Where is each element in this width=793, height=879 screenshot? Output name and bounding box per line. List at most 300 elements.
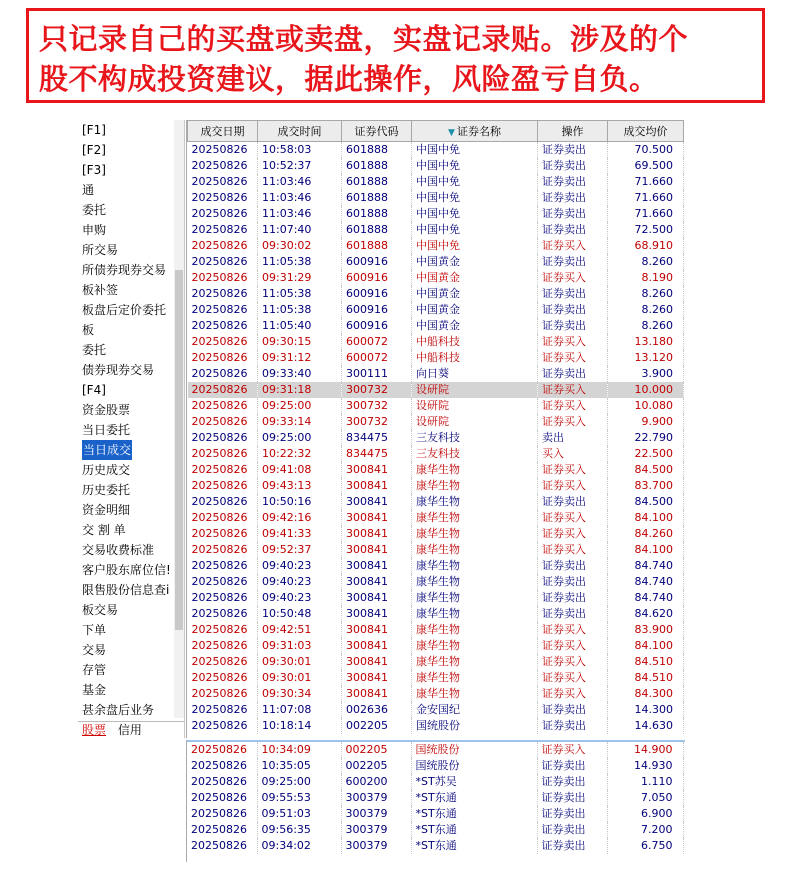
cell-price: 71.660 bbox=[608, 174, 684, 190]
sidebar-item[interactable]: 板交易 bbox=[82, 603, 119, 617]
cell-date: 20250826 bbox=[188, 334, 258, 350]
cell-name: 国统股份 bbox=[411, 742, 537, 758]
cell-name: 国统股份 bbox=[411, 758, 537, 774]
cell-code: 601888 bbox=[342, 158, 412, 174]
sidebar-item[interactable]: 通 bbox=[82, 183, 95, 197]
sidebar-item[interactable]: 基金 bbox=[82, 683, 107, 697]
cell-code: 300841 bbox=[342, 622, 412, 638]
cell-op: 证券卖出 bbox=[538, 718, 608, 734]
cell-name: 中国黄金 bbox=[412, 254, 538, 270]
cell-name: 中国黄金 bbox=[412, 270, 538, 286]
trade-table-upper bbox=[186, 120, 685, 738]
sidebar-item[interactable]: [F2] bbox=[82, 143, 106, 157]
cell-name: 康华生物 bbox=[412, 606, 538, 622]
cell-name: 中国中免 bbox=[412, 174, 538, 190]
sidebar-item[interactable]: 存管 bbox=[82, 663, 107, 677]
cell-price: 71.660 bbox=[608, 190, 684, 206]
cell-code: 300732 bbox=[342, 398, 412, 414]
cell-time: 09:25:00 bbox=[258, 398, 342, 414]
table-row[interactable] bbox=[188, 382, 684, 398]
cell-code: 300379 bbox=[341, 790, 411, 806]
cell-date: 20250826 bbox=[188, 222, 258, 238]
cell-time: 09:33:40 bbox=[258, 366, 342, 382]
sidebar-item[interactable]: [F4] bbox=[82, 383, 106, 397]
cell-time: 11:03:46 bbox=[258, 190, 342, 206]
cell-code: 834475 bbox=[342, 430, 412, 446]
sidebar-scrollbar-thumb[interactable] bbox=[175, 270, 183, 630]
table-row[interactable] bbox=[188, 622, 684, 638]
cell-name: 三友科技 bbox=[412, 430, 538, 446]
cell-op: 证券买入 bbox=[538, 382, 608, 398]
cell-price: 14.930 bbox=[607, 758, 683, 774]
table-row[interactable] bbox=[188, 574, 684, 590]
cell-price: 84.300 bbox=[608, 686, 684, 702]
col-header-date[interactable]: 成交日期 bbox=[188, 121, 258, 142]
cell-op: 证券卖出 bbox=[538, 142, 608, 159]
cell-op: 证券卖出 bbox=[538, 174, 608, 190]
table-row[interactable] bbox=[188, 254, 684, 270]
cell-time: 09:42:16 bbox=[258, 510, 342, 526]
cell-time: 10:18:14 bbox=[258, 718, 342, 734]
cell-price: 84.100 bbox=[608, 542, 684, 558]
cell-date: 20250826 bbox=[188, 654, 258, 670]
cell-date: 20250826 bbox=[188, 510, 258, 526]
cell-time: 09:40:23 bbox=[258, 574, 342, 590]
cell-code: 300379 bbox=[341, 806, 411, 822]
table-row[interactable] bbox=[188, 430, 684, 446]
col-header-time[interactable]: 成交时间 bbox=[258, 121, 342, 142]
table-row[interactable] bbox=[188, 158, 684, 174]
cell-price: 8.260 bbox=[608, 286, 684, 302]
cell-name: 中国中免 bbox=[412, 158, 538, 174]
cell-op: 证券买入 bbox=[538, 526, 608, 542]
sidebar-item[interactable]: 当日委托 bbox=[82, 423, 131, 437]
cell-op: 证券买入 bbox=[537, 742, 607, 758]
cell-price: 69.500 bbox=[608, 158, 684, 174]
cell-op: 证券卖出 bbox=[537, 822, 607, 838]
table-row[interactable] bbox=[188, 334, 684, 350]
cell-name: 康华生物 bbox=[412, 558, 538, 574]
cell-code: 300111 bbox=[342, 366, 412, 382]
cell-date: 20250826 bbox=[188, 190, 258, 206]
sidebar-item[interactable]: 委托 bbox=[82, 343, 107, 357]
table-row[interactable] bbox=[188, 702, 684, 718]
cell-price: 6.900 bbox=[607, 806, 683, 822]
cell-date: 20250826 bbox=[188, 382, 258, 398]
cell-time: 11:03:46 bbox=[258, 174, 342, 190]
cell-date: 20250826 bbox=[188, 718, 258, 734]
col-header-price[interactable]: 成交均价 bbox=[608, 121, 684, 142]
table-row[interactable] bbox=[188, 398, 684, 414]
sidebar-item[interactable]: 板 bbox=[82, 323, 95, 337]
cell-name: 康华生物 bbox=[412, 478, 538, 494]
cell-price: 8.260 bbox=[608, 302, 684, 318]
cell-date: 20250826 bbox=[188, 606, 258, 622]
table-row[interactable] bbox=[188, 286, 684, 302]
col-header-name-label: 证券名称 bbox=[456, 125, 501, 138]
cell-date: 20250826 bbox=[188, 542, 258, 558]
tab-credit[interactable]: 信用 bbox=[117, 723, 142, 737]
cell-op: 证券卖出 bbox=[538, 366, 608, 382]
table-row[interactable] bbox=[188, 366, 684, 382]
cell-price: 71.660 bbox=[608, 206, 684, 222]
cell-name: 设研院 bbox=[412, 398, 538, 414]
cell-price: 68.910 bbox=[608, 238, 684, 254]
cell-date: 20250826 bbox=[188, 494, 258, 510]
cell-code: 601888 bbox=[342, 206, 412, 222]
table-row[interactable] bbox=[188, 350, 684, 366]
table-row[interactable] bbox=[188, 270, 684, 286]
cell-date: 20250826 bbox=[188, 478, 258, 494]
cell-code: 601888 bbox=[342, 142, 412, 159]
cell-code: 300841 bbox=[342, 494, 412, 510]
cell-date: 20250826 bbox=[188, 254, 258, 270]
cell-time: 10:35:05 bbox=[257, 758, 341, 774]
cell-time: 09:52:37 bbox=[258, 542, 342, 558]
sidebar-item[interactable]: [F3] bbox=[82, 163, 106, 177]
cell-time: 09:51:03 bbox=[257, 806, 341, 822]
cell-price: 22.500 bbox=[608, 446, 684, 462]
cell-op: 证券买入 bbox=[538, 478, 608, 494]
cell-code: 600916 bbox=[342, 318, 412, 334]
cell-name: 中国黄金 bbox=[412, 286, 538, 302]
cell-name: 中船科技 bbox=[412, 334, 538, 350]
cell-time: 10:50:16 bbox=[258, 494, 342, 510]
sidebar-item[interactable]: 客户股东席位信! bbox=[82, 563, 171, 577]
cell-price: 7.050 bbox=[607, 790, 683, 806]
table-row[interactable] bbox=[188, 558, 684, 574]
cell-op: 证券买入 bbox=[538, 238, 608, 254]
cell-op: 证券卖出 bbox=[537, 790, 607, 806]
col-header-op[interactable]: 操作 bbox=[538, 121, 608, 142]
cell-name: 康华生物 bbox=[412, 510, 538, 526]
cell-time: 11:05:38 bbox=[258, 286, 342, 302]
cell-date: 20250826 bbox=[188, 590, 258, 606]
cell-code: 834475 bbox=[342, 446, 412, 462]
table-row[interactable] bbox=[188, 238, 684, 254]
table-row[interactable] bbox=[188, 526, 684, 542]
cell-time: 09:30:02 bbox=[258, 238, 342, 254]
table-row[interactable] bbox=[187, 822, 683, 838]
cell-name: 中国黄金 bbox=[412, 318, 538, 334]
cell-name: *ST东通 bbox=[411, 806, 537, 822]
tab-stock[interactable]: 股票 bbox=[82, 723, 107, 737]
cell-name: *ST东通 bbox=[411, 838, 537, 854]
cell-time: 10:34:09 bbox=[257, 742, 341, 758]
cell-op: 证券买入 bbox=[538, 654, 608, 670]
cell-date: 20250826 bbox=[187, 790, 257, 806]
sidebar-item[interactable]: 甚余盘后业务 bbox=[82, 703, 155, 717]
cell-code: 600072 bbox=[342, 350, 412, 366]
cell-date: 20250826 bbox=[188, 686, 258, 702]
sidebar-item[interactable]: 所债券现券交易 bbox=[82, 263, 167, 277]
cell-code: 601888 bbox=[342, 222, 412, 238]
cell-name: 中船科技 bbox=[412, 350, 538, 366]
cell-time: 09:33:14 bbox=[258, 414, 342, 430]
sidebar-item[interactable]: 板补签 bbox=[82, 283, 119, 297]
cell-time: 09:31:18 bbox=[258, 382, 342, 398]
cell-code: 002636 bbox=[342, 702, 412, 718]
cell-name: 康华生物 bbox=[412, 462, 538, 478]
cell-price: 84.740 bbox=[608, 574, 684, 590]
cell-date: 20250826 bbox=[188, 302, 258, 318]
table-row[interactable] bbox=[188, 206, 684, 222]
cell-code: 300732 bbox=[342, 382, 412, 398]
table-row[interactable] bbox=[188, 494, 684, 510]
cell-op: 证券卖出 bbox=[538, 318, 608, 334]
sidebar-item[interactable]: 资金股票 bbox=[82, 403, 131, 417]
cell-op: 证券卖出 bbox=[538, 558, 608, 574]
cell-price: 84.620 bbox=[608, 606, 684, 622]
sidebar-item[interactable]: 历史委托 bbox=[82, 483, 131, 497]
sidebar-item[interactable]: 限售股份信息查i bbox=[82, 583, 170, 597]
cell-time: 09:43:13 bbox=[258, 478, 342, 494]
cell-price: 84.510 bbox=[608, 654, 684, 670]
cell-price: 84.100 bbox=[608, 638, 684, 654]
table-row[interactable] bbox=[188, 718, 684, 734]
cell-name: 康华生物 bbox=[412, 574, 538, 590]
table-row[interactable] bbox=[188, 590, 684, 606]
cell-code: 300841 bbox=[342, 542, 412, 558]
cell-date: 20250826 bbox=[187, 806, 257, 822]
cell-code: 600916 bbox=[342, 286, 412, 302]
cell-date: 20250826 bbox=[187, 758, 257, 774]
sidebar-item[interactable]: 资金明细 bbox=[82, 503, 131, 517]
table-row[interactable] bbox=[188, 606, 684, 622]
sidebar-item[interactable]: 下单 bbox=[82, 623, 107, 637]
cell-code: 601888 bbox=[342, 174, 412, 190]
sidebar-item[interactable]: 委托 bbox=[82, 203, 107, 217]
cell-time: 09:30:01 bbox=[258, 654, 342, 670]
cell-name: 向日葵 bbox=[412, 366, 538, 382]
cell-date: 20250826 bbox=[188, 398, 258, 414]
cell-code: 600916 bbox=[342, 302, 412, 318]
table-row[interactable] bbox=[188, 446, 684, 462]
col-header-name[interactable] bbox=[412, 121, 538, 142]
cell-op: 证券卖出 bbox=[538, 606, 608, 622]
table-row[interactable] bbox=[187, 790, 683, 806]
table-row[interactable] bbox=[188, 142, 684, 159]
cell-op: 证券卖出 bbox=[538, 286, 608, 302]
cell-name: 中国中免 bbox=[412, 190, 538, 206]
cell-op: 证券买入 bbox=[538, 686, 608, 702]
table-row[interactable] bbox=[188, 670, 684, 686]
cell-op: 证券买入 bbox=[538, 670, 608, 686]
cell-price: 84.500 bbox=[608, 462, 684, 478]
sidebar-item[interactable]: 当日成交 bbox=[82, 440, 132, 460]
cell-price: 10.000 bbox=[608, 382, 684, 398]
cell-price: 14.300 bbox=[608, 702, 684, 718]
cell-price: 84.740 bbox=[608, 558, 684, 574]
cell-op: 证券买入 bbox=[538, 334, 608, 350]
cell-code: 600072 bbox=[342, 334, 412, 350]
cell-op: 买入 bbox=[538, 446, 608, 462]
cell-price: 6.750 bbox=[607, 838, 683, 854]
sidebar-item[interactable]: 申购 bbox=[82, 223, 107, 237]
disclaimer-line-2: 股不构成投资建议，据此操作，风险盈亏自负。 bbox=[39, 62, 659, 96]
cell-name: 金安国纪 bbox=[412, 702, 538, 718]
cell-code: 300841 bbox=[342, 686, 412, 702]
table-row[interactable] bbox=[188, 654, 684, 670]
table-row[interactable] bbox=[188, 222, 684, 238]
table-row[interactable] bbox=[188, 174, 684, 190]
table-row[interactable] bbox=[188, 462, 684, 478]
cell-time: 11:05:40 bbox=[258, 318, 342, 334]
cell-date: 20250826 bbox=[188, 702, 258, 718]
table-header bbox=[188, 121, 684, 142]
cell-op: 证券买入 bbox=[538, 270, 608, 286]
cell-code: 300841 bbox=[342, 478, 412, 494]
cell-code: 300841 bbox=[342, 590, 412, 606]
cell-date: 20250826 bbox=[187, 838, 257, 854]
table-row[interactable] bbox=[188, 190, 684, 206]
table-row[interactable] bbox=[187, 742, 683, 758]
cell-code: 300732 bbox=[342, 414, 412, 430]
cell-name: 康华生物 bbox=[412, 526, 538, 542]
table-row[interactable] bbox=[188, 414, 684, 430]
sidebar-item[interactable]: [F1] bbox=[82, 123, 106, 137]
cell-price: 83.700 bbox=[608, 478, 684, 494]
cell-price: 8.260 bbox=[608, 254, 684, 270]
cell-price: 3.900 bbox=[608, 366, 684, 382]
sidebar-item[interactable]: 交易收费标准 bbox=[82, 543, 155, 557]
cell-date: 20250826 bbox=[188, 318, 258, 334]
cell-date: 20250826 bbox=[188, 350, 258, 366]
disclaimer-text bbox=[39, 19, 759, 99]
cell-op: 证券买入 bbox=[538, 510, 608, 526]
cell-price: 7.200 bbox=[607, 822, 683, 838]
sidebar-item[interactable]: 所交易 bbox=[82, 243, 119, 257]
cell-date: 20250826 bbox=[187, 822, 257, 838]
cell-name: 中国黄金 bbox=[412, 302, 538, 318]
table-row[interactable] bbox=[187, 758, 683, 774]
cell-op: 证券卖出 bbox=[537, 806, 607, 822]
sidebar-item[interactable]: 交 割 单 bbox=[82, 523, 126, 537]
cell-date: 20250826 bbox=[188, 526, 258, 542]
table-row[interactable] bbox=[188, 638, 684, 654]
table-row[interactable] bbox=[188, 510, 684, 526]
sidebar-item[interactable]: 历史成交 bbox=[82, 463, 131, 477]
cell-name: 设研院 bbox=[412, 414, 538, 430]
table-row[interactable] bbox=[188, 318, 684, 334]
cell-op: 证券买入 bbox=[538, 638, 608, 654]
cell-name: *ST东通 bbox=[411, 822, 537, 838]
cell-time: 11:03:46 bbox=[258, 206, 342, 222]
table-row[interactable] bbox=[188, 686, 684, 702]
cell-op: 证券买入 bbox=[538, 414, 608, 430]
cell-date: 20250826 bbox=[187, 774, 257, 790]
cell-time: 09:30:01 bbox=[258, 670, 342, 686]
cell-op: 证券卖出 bbox=[538, 254, 608, 270]
cell-time: 09:31:12 bbox=[258, 350, 342, 366]
cell-price: 14.630 bbox=[608, 718, 684, 734]
cell-date: 20250826 bbox=[188, 142, 258, 159]
cell-time: 09:56:35 bbox=[257, 822, 341, 838]
cell-op: 证券买入 bbox=[538, 542, 608, 558]
disclaimer-banner bbox=[26, 8, 765, 103]
cell-price: 13.180 bbox=[608, 334, 684, 350]
cell-op: 证券卖出 bbox=[537, 758, 607, 774]
cell-date: 20250826 bbox=[188, 238, 258, 254]
table-row[interactable] bbox=[188, 478, 684, 494]
cell-date: 20250826 bbox=[188, 286, 258, 302]
cell-date: 20250826 bbox=[188, 622, 258, 638]
table-row[interactable] bbox=[187, 806, 683, 822]
sidebar-item[interactable]: 板盘后定价委托 bbox=[82, 303, 167, 317]
sidebar-scrollbar[interactable] bbox=[174, 120, 184, 718]
cell-price: 22.790 bbox=[608, 430, 684, 446]
cell-code: 300841 bbox=[342, 654, 412, 670]
cell-time: 09:42:51 bbox=[258, 622, 342, 638]
cell-op: 证券卖出 bbox=[538, 222, 608, 238]
disclaimer-line-1: 只记录自己的买盘或卖盘，实盘记录贴。涉及的个 bbox=[39, 22, 689, 56]
cell-date: 20250826 bbox=[188, 574, 258, 590]
cell-time: 11:05:38 bbox=[258, 254, 342, 270]
cell-price: 10.080 bbox=[608, 398, 684, 414]
sidebar-item[interactable]: 债券现券交易 bbox=[82, 363, 155, 377]
cell-code: 002205 bbox=[341, 742, 411, 758]
cell-time: 09:30:15 bbox=[258, 334, 342, 350]
cell-price: 1.110 bbox=[607, 774, 683, 790]
cell-name: 康华生物 bbox=[412, 622, 538, 638]
cell-code: 300379 bbox=[341, 822, 411, 838]
cell-time: 11:05:38 bbox=[258, 302, 342, 318]
sidebar-tabs bbox=[78, 721, 184, 738]
cell-price: 9.900 bbox=[608, 414, 684, 430]
cell-code: 600916 bbox=[342, 254, 412, 270]
sidebar-item[interactable]: 交易 bbox=[82, 643, 107, 657]
cell-date: 20250826 bbox=[188, 206, 258, 222]
cell-name: 中国中免 bbox=[412, 142, 538, 159]
cell-op: 证券卖出 bbox=[538, 494, 608, 510]
cell-name: 中国中免 bbox=[412, 222, 538, 238]
cell-code: 300841 bbox=[342, 670, 412, 686]
col-header-code[interactable]: 证券代码 bbox=[342, 121, 412, 142]
cell-date: 20250826 bbox=[188, 270, 258, 286]
cell-code: 300841 bbox=[342, 558, 412, 574]
cell-name: *ST东通 bbox=[411, 790, 537, 806]
cell-date: 20250826 bbox=[188, 638, 258, 654]
cell-name: 康华生物 bbox=[412, 654, 538, 670]
cell-name: 中国中免 bbox=[412, 206, 538, 222]
cell-op: 证券卖出 bbox=[538, 590, 608, 606]
cell-time: 09:34:02 bbox=[257, 838, 341, 854]
cell-time: 09:30:34 bbox=[258, 686, 342, 702]
cell-code: 300841 bbox=[342, 526, 412, 542]
table-row[interactable] bbox=[187, 838, 683, 854]
cell-time: 10:50:48 bbox=[258, 606, 342, 622]
cell-op: 证券买入 bbox=[538, 350, 608, 366]
cell-time: 09:41:33 bbox=[258, 526, 342, 542]
cell-date: 20250826 bbox=[188, 414, 258, 430]
cell-time: 11:07:08 bbox=[258, 702, 342, 718]
table-row[interactable] bbox=[188, 542, 684, 558]
cell-time: 10:58:03 bbox=[258, 142, 342, 159]
trade-table-continued bbox=[187, 742, 684, 854]
cell-name: 国统股份 bbox=[412, 718, 538, 734]
cell-date: 20250826 bbox=[188, 462, 258, 478]
cell-name: 康华生物 bbox=[412, 494, 538, 510]
cell-op: 证券买入 bbox=[538, 622, 608, 638]
cell-time: 09:55:53 bbox=[257, 790, 341, 806]
cell-name: 康华生物 bbox=[412, 638, 538, 654]
cell-code: 300841 bbox=[342, 606, 412, 622]
cell-code: 300379 bbox=[341, 838, 411, 854]
table-row[interactable] bbox=[188, 302, 684, 318]
cell-op: 证券卖出 bbox=[537, 838, 607, 854]
cell-date: 20250826 bbox=[187, 742, 257, 758]
table-row[interactable] bbox=[187, 774, 683, 790]
